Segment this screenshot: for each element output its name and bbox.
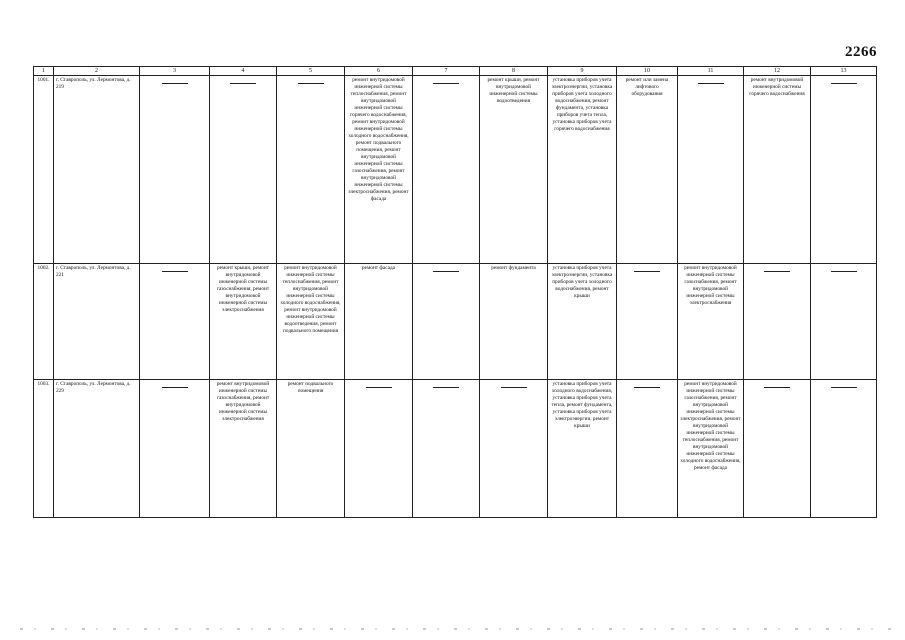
cell-text: установка приборов учета электроэнергии, установка приборов учета холодного водоснабжения, ремонт фундамента, установка приборов учета тепла, установка приборов учета горячего водоснабжения xyxy=(551,77,613,132)
cell-text: ремонт фасада xyxy=(361,265,396,271)
empty-dash xyxy=(501,387,527,388)
capital-repair-table xyxy=(33,66,877,518)
row-number-cell xyxy=(34,264,54,380)
work-cell-col-5 xyxy=(277,76,345,264)
column-header: 13 xyxy=(811,67,877,76)
column-header: 12 xyxy=(744,67,811,76)
work-cell-col-13 xyxy=(811,380,877,518)
column-header: 3 xyxy=(140,67,210,76)
work-cell-col-3 xyxy=(140,76,210,264)
scan-artifact-line xyxy=(20,628,891,630)
work-cell-col-12 xyxy=(744,380,811,518)
work-cell-col-4 xyxy=(210,380,277,518)
work-cell-col-6 xyxy=(345,264,413,380)
cell-text: ремонт подвального помещения xyxy=(287,381,334,394)
work-cell-col-10 xyxy=(617,76,678,264)
empty-dash xyxy=(298,83,324,84)
empty-dash xyxy=(634,387,660,388)
cell-text: ремонт внутридомовой инженерной системы газоснабжения, ремонт внутридомовой инженерной системы электроснабжения, ремонт внутридомовой инженерной системы теплоснабжения, ремонт внутридомовой инженерной системы холодного водоснабжения, ремонт фасада xyxy=(680,381,741,471)
cell-text: установка приборов учета холодного водоснабжения, установка приборов учета тепла, ремонт фундамента, установка приборов учета электроэнергии, ремонт крыши xyxy=(551,381,613,429)
work-cell-col-3 xyxy=(140,380,210,518)
cell-text: ремонт внутридомовой инженерной системы теплоснабжения, ремонт внутридомовой инженерной системы горячего водоснабжения, ремонт внутридомовой инженерной системы холодного водоснабжения, ремонт подвального помещения, ремонт внутридомовой инженерной системы газоснабжения, ремонт внутридомовой инженерной системы электроснабжения, ремонт фасада xyxy=(348,77,409,202)
work-cell-col-4 xyxy=(210,264,277,380)
address-cell xyxy=(54,264,140,380)
work-cell-col-9 xyxy=(548,264,617,380)
work-cell-col-10 xyxy=(617,264,678,380)
empty-dash xyxy=(764,387,790,388)
cell-text: ремонт внутридомовой инженерной системы горячего водоснабжения xyxy=(749,77,805,97)
table-row xyxy=(34,76,877,264)
column-header: 10 xyxy=(617,67,678,76)
cell-text: ремонт внутридомовой инженерной системы теплоснабжения, ремонт внутридомовой инженерной системы холодного водоснабжения, ремонт внутридомовой инженерной системы водоотведения, ремонт подвального помещения xyxy=(280,265,341,334)
work-cell-col-4 xyxy=(210,76,277,264)
column-header: 9 xyxy=(548,67,617,76)
work-cell-col-12 xyxy=(744,76,811,264)
header-row xyxy=(34,67,877,76)
work-cell-col-8 xyxy=(480,380,548,518)
work-cell-col-7 xyxy=(413,264,480,380)
address-cell xyxy=(54,380,140,518)
work-cell-col-9 xyxy=(548,76,617,264)
work-cell-col-6 xyxy=(345,76,413,264)
cell-text: г. Ставрополь, ул. Лермонтова, д. 229 xyxy=(56,381,131,394)
empty-dash xyxy=(433,271,459,272)
column-header: 4 xyxy=(210,67,277,76)
cell-text: ремонт фундамента xyxy=(491,265,536,271)
column-header: 11 xyxy=(678,67,744,76)
work-cell-col-7 xyxy=(413,76,480,264)
row-number-cell xyxy=(34,76,54,264)
cell-text: 1003. xyxy=(37,381,50,387)
cell-text: г. Ставрополь, ул. Лермонтова, д. 221 xyxy=(56,265,131,278)
work-cell-col-11 xyxy=(678,380,744,518)
empty-dash xyxy=(433,387,459,388)
cell-text: 1002. xyxy=(37,265,50,271)
work-cell-col-8 xyxy=(480,76,548,264)
work-cell-col-11 xyxy=(678,76,744,264)
column-header: 8 xyxy=(480,67,548,76)
work-cell-col-12 xyxy=(744,264,811,380)
table-row xyxy=(34,264,877,380)
empty-dash xyxy=(162,271,188,272)
empty-dash xyxy=(831,387,857,388)
work-cell-col-8 xyxy=(480,264,548,380)
work-cell-col-10 xyxy=(617,380,678,518)
cell-text: ремонт или замена лифтового оборудования xyxy=(625,77,669,97)
empty-dash xyxy=(831,271,857,272)
cell-text: ремонт внутридомовой инженерной системы газоснабжения, ремонт внутридомовой инженерной системы электроснабжения xyxy=(684,265,737,306)
cell-text: г. Ставрополь, ул. Лермонтова, д. 219 xyxy=(56,77,131,90)
cell-text: ремонт внутридомовой инженерной системы газоснабжения, ремонт внутридомовой инженерной системы электроснабжения xyxy=(216,381,270,422)
column-header: 2 xyxy=(54,67,140,76)
column-header: 7 xyxy=(413,67,480,76)
work-cell-col-6 xyxy=(345,380,413,518)
empty-dash xyxy=(698,83,724,84)
empty-dash xyxy=(230,83,256,84)
empty-dash xyxy=(764,271,790,272)
cell-text: 1001. xyxy=(37,77,50,83)
cell-text: ремонт крыши, ремонт внутридомовой инженерной системы водоотведения xyxy=(487,77,540,104)
empty-dash xyxy=(162,387,188,388)
table-row xyxy=(34,380,877,518)
empty-dash xyxy=(162,83,188,84)
work-cell-col-5 xyxy=(277,380,345,518)
work-cell-col-9 xyxy=(548,380,617,518)
column-header: 5 xyxy=(277,67,345,76)
work-cell-col-5 xyxy=(277,264,345,380)
row-number-cell xyxy=(34,380,54,518)
empty-dash xyxy=(366,387,392,388)
cell-text: установка приборов учета электроэнергии, установка приборов учета холодного водоснабжения, ремонт крыши xyxy=(551,265,613,299)
column-header: 6 xyxy=(345,67,413,76)
work-cell-col-7 xyxy=(413,380,480,518)
work-cell-col-13 xyxy=(811,264,877,380)
work-cell-col-13 xyxy=(811,76,877,264)
work-cell-col-11 xyxy=(678,264,744,380)
empty-dash xyxy=(831,83,857,84)
address-cell xyxy=(54,76,140,264)
work-cell-col-3 xyxy=(140,264,210,380)
cell-text: ремонт крыши, ремонт внутридомовой инженерной системы газоснабжения, ремонт внутридомовой инженерной системы электроснабжения xyxy=(216,265,270,313)
empty-dash xyxy=(634,271,660,272)
empty-dash xyxy=(433,83,459,84)
page-number: 2266 xyxy=(845,44,877,60)
column-header: 1 xyxy=(34,67,54,76)
